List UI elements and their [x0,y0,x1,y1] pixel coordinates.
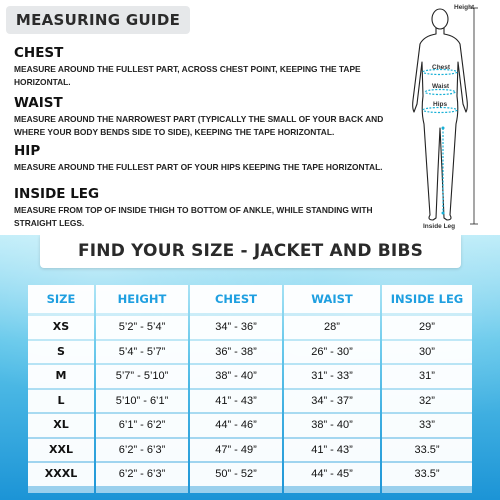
column-header: WAIST [284,285,380,313]
chest-cell: 47” - 49” [190,439,282,462]
height-cell: 6’1” - 6’2” [96,414,188,437]
hip-heading: HIP [14,143,41,159]
height-label: Height [454,4,475,11]
chest-cell: 34” - 36” [190,316,282,339]
height-cell: 5’4” - 5’7” [96,341,188,364]
waist-cell: 34” - 37” [284,390,380,413]
size-chart-section [0,235,500,500]
chest-label: Chest [432,64,451,71]
waist-cell: 44” - 45” [284,463,380,486]
inside-leg-label: Inside Leg [423,223,456,230]
waist-cell: 41” - 43” [284,439,380,462]
inside-leg-heading: INSIDE LEG [14,186,100,202]
size-cell: XXL [28,439,94,462]
column-header: HEIGHT [96,285,188,313]
chest-heading: CHEST [14,45,64,61]
waist-column [284,285,380,493]
waist-instruction [14,95,410,138]
chest-cell: 36” - 38” [190,341,282,364]
height-cell: 5’7” - 5’10” [96,365,188,388]
inside-leg-cell: 31” [382,365,472,388]
hips-label: Hips [433,101,448,108]
guide-title: MEASURING GUIDE [6,6,190,34]
hip-instruction [14,143,410,174]
chest-column [190,285,282,493]
chest-text: MEASURE AROUND THE FULLEST PART, ACROSS CHEST POINT, KEEPING THE TAPE HORIZONTAL. [14,64,361,87]
inside-leg-cell: 29” [382,316,472,339]
column-header: CHEST [190,285,282,313]
column-header: INSIDE LEG [382,285,472,313]
waist-heading: WAIST [14,95,63,111]
height-cell: 6’2” - 6’3” [96,463,188,486]
size-cell: M [28,365,94,388]
chest-instruction [14,45,410,88]
size-table [28,285,472,493]
chest-cell: 44” - 46” [190,414,282,437]
waist-label: Waist [432,83,450,90]
chest-cell: 41” - 43” [190,390,282,413]
body-figure [400,0,500,235]
chest-cell: 50” - 52” [190,463,282,486]
size-cell: XS [28,316,94,339]
waist-text: MEASURE AROUND THE NARROWEST PART (TYPICALLY THE SMALL OF YOUR BACK AND WHERE YOUR BODY BENDS SIDE TO SIDE), KEEPING THE TAPE HORIZONTAL. [14,114,384,137]
waist-cell: 26” - 30” [284,341,380,364]
hip-text: MEASURE AROUND THE FULLEST PART OF YOUR HIPS KEEPING THE TAPE HORIZONTAL. [14,162,383,172]
inside-leg-column [382,285,472,493]
inside-leg-cell: 33” [382,414,472,437]
height-cell: 5’10” - 6’1” [96,390,188,413]
size-cell: XXXL [28,463,94,486]
size-cell: XL [28,414,94,437]
inside-leg-cell: 32” [382,390,472,413]
size-cell: S [28,341,94,364]
body-outline-icon [400,0,500,235]
inside-leg-cell: 30” [382,341,472,364]
inside-leg-cell: 33.5” [382,463,472,486]
column-header: SIZE [28,285,94,313]
measuring-guide [0,0,500,235]
height-cell: 5’2” - 5’4” [96,316,188,339]
waist-cell: 31” - 33” [284,365,380,388]
height-cell: 6’2” - 6’3” [96,439,188,462]
waist-cell: 28” [284,316,380,339]
height-column [96,285,188,493]
waist-cell: 38” - 40” [284,414,380,437]
chest-cell: 38” - 40” [190,365,282,388]
size-chart-title: FIND YOUR SIZE - JACKET AND BIBS [40,235,461,268]
size-cell: L [28,390,94,413]
inside-leg-instruction [14,186,410,229]
inside-leg-text: MEASURE FROM TOP OF INSIDE THIGH TO BOTTOM OF ANKLE, WHILE STANDING WITH STRAIGHT LEGS. [14,205,373,228]
inside-leg-cell: 33.5” [382,439,472,462]
size-column [28,285,94,493]
